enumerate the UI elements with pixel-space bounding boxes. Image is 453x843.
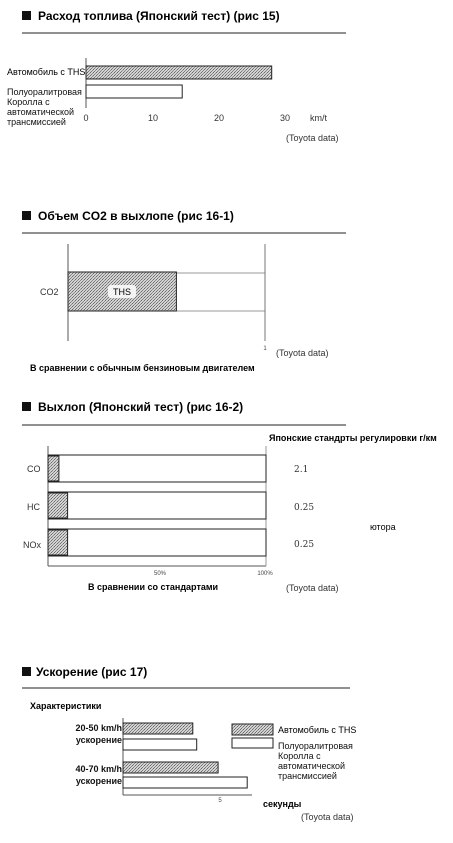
exhaust-chart-title: Выхлоп (Японский тест) (рис 16-2)	[38, 400, 244, 414]
accel-category-2-box	[40, 763, 122, 789]
fuel-category-ths: Автомобиль с THS	[7, 67, 86, 77]
exhaust-category-nox: NOx	[23, 540, 41, 550]
exhaust-category-co: CO	[27, 464, 41, 474]
exhaust-caption: В сравнении со стандартами	[88, 582, 219, 592]
accel-tick-5: 5	[218, 798, 222, 804]
accel-category-40-70: 40-70 km/h ускорение	[75, 764, 122, 786]
exhaust-standard-nox: 0.25	[294, 540, 315, 550]
exhaust-frame-nox	[48, 529, 266, 556]
exhaust-standard-co: 2.1	[294, 465, 309, 475]
section-bullet-icon	[22, 211, 31, 220]
exhaust-standards-header: Японские стандрты регулировки г/км	[269, 433, 437, 443]
exhaust-bar-co	[48, 456, 59, 481]
fuel-chart-title: Расход топлива (Японский тест) (рис 15)	[38, 9, 280, 23]
accel-legend-corolla-box	[278, 741, 368, 791]
exhaust-frame-hc	[48, 492, 266, 519]
accel-source: (Toyota data)	[301, 812, 354, 822]
accel-chart	[22, 665, 368, 822]
fuel-x-unit: km/t	[310, 113, 327, 123]
exhaust-tick-50: 50%	[153, 571, 167, 577]
fuel-bar-ths	[86, 66, 272, 79]
exhaust-chart	[22, 400, 437, 593]
accel-category-1-box	[40, 722, 122, 748]
co2-caption: В сравнении с обычным бензиновым двигателем	[30, 363, 255, 373]
exhaust-bar-nox	[48, 530, 68, 555]
fuel-tick-0: 0	[83, 113, 89, 123]
fuel-chart	[7, 9, 346, 143]
co2-chart	[22, 209, 346, 373]
fuel-bar-corolla	[86, 85, 182, 98]
exhaust-category-hc: HC	[27, 502, 40, 512]
exhaust-bar-hc	[48, 493, 68, 518]
co2-reference-label: 1	[263, 346, 267, 352]
fuel-category-corolla: Полуоралитровая Королла с автоматической трансмиссией	[7, 87, 82, 127]
accel-legend-corolla: Полуоралитровая Королла с автоматической трансмиссией	[278, 741, 353, 781]
exhaust-stray-text: ютора	[370, 522, 396, 532]
accel-category-20-50: 20-50 km/h ускорение	[75, 723, 122, 745]
accel-bar-ths-20-50	[123, 723, 193, 734]
accel-chart-title: Ускорение (рис 17)	[36, 665, 148, 679]
accel-legend-swatch-corolla	[232, 738, 273, 748]
exhaust-frame-co	[48, 455, 266, 482]
fuel-tick-30: 30	[279, 113, 291, 123]
fuel-tick-20: 20	[213, 113, 225, 123]
co2-bar-label: THS	[113, 287, 131, 297]
accel-bar-corolla-40-70	[123, 777, 247, 788]
co2-category: CO2	[40, 287, 59, 297]
accel-subtitle: Характеристики	[30, 701, 102, 711]
exhaust-standard-hc: 0.25	[294, 503, 315, 513]
fuel-source: (Toyota data)	[286, 133, 339, 143]
co2-chart-title: Объем CO2 в выхлопе (рис 16-1)	[38, 209, 234, 223]
exhaust-tick-100: 100%	[257, 571, 273, 577]
accel-legend-ths: Автомобиль с THS	[278, 725, 357, 735]
section-bullet-icon	[22, 667, 31, 676]
accel-x-label: секунды	[263, 799, 302, 809]
accel-legend-swatch-ths	[232, 724, 273, 735]
fuel-category-corolla-box	[7, 87, 85, 127]
exhaust-source: (Toyota data)	[286, 583, 339, 593]
section-bullet-icon	[22, 11, 31, 20]
co2-source: (Toyota data)	[276, 348, 329, 358]
accel-bar-ths-40-70	[123, 762, 218, 773]
section-bullet-icon	[22, 402, 31, 411]
accel-bar-corolla-20-50	[123, 739, 197, 750]
fuel-tick-10: 10	[147, 113, 159, 123]
